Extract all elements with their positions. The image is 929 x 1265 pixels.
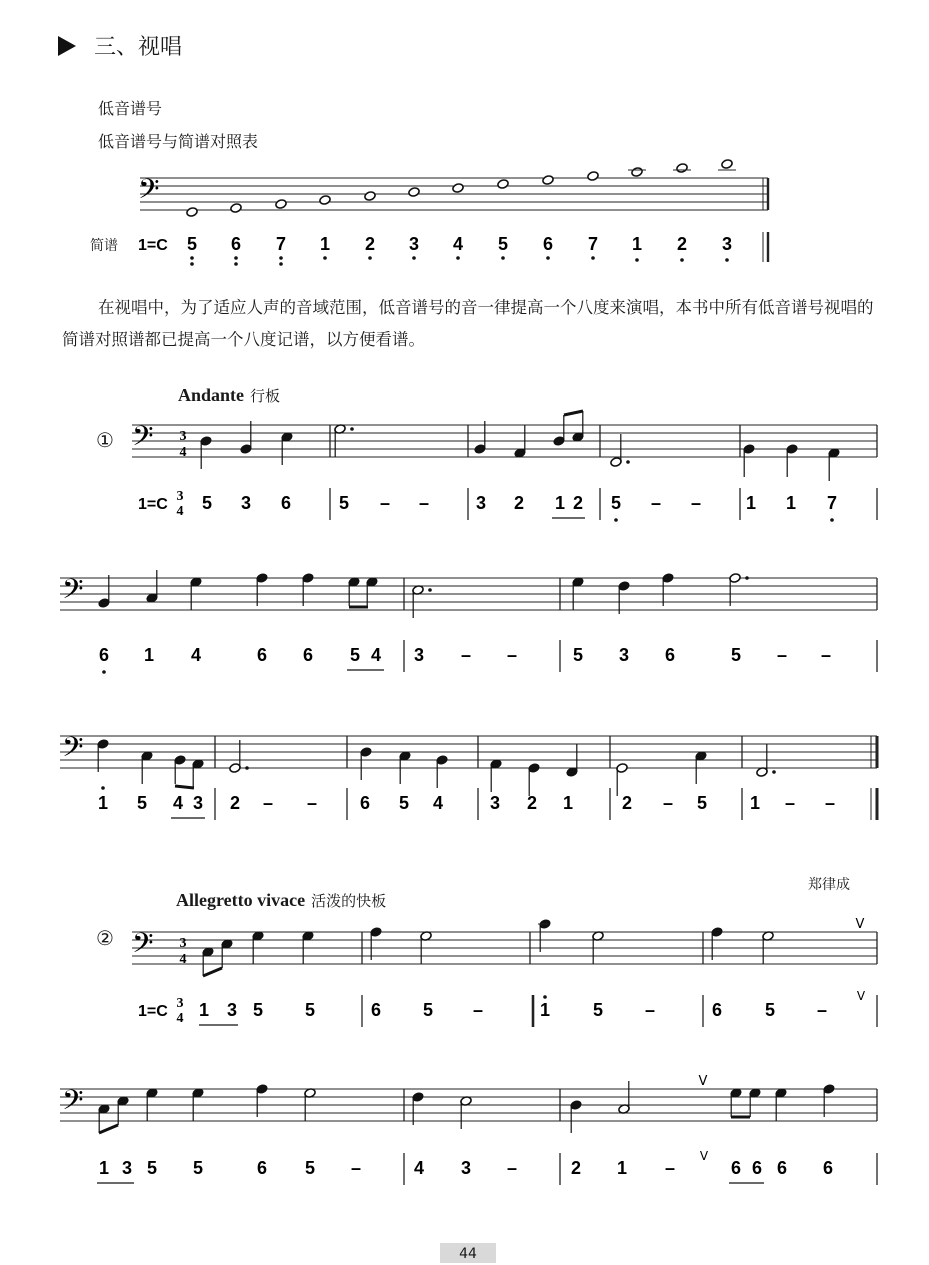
table-jianpu-number: 5 [186, 234, 198, 254]
time-signature-top: 3 [179, 936, 187, 952]
eighth-beam [99, 1125, 118, 1133]
octave-dot [279, 262, 283, 266]
ex1-jianpu-number: 3 [475, 493, 487, 513]
bass-clef-icon: 𝄢 [62, 1083, 84, 1123]
ex2-jianpu-number: 5 [422, 1000, 434, 1020]
bass-clef-icon: 𝄢 [138, 172, 160, 212]
ex2-jianpu-number: 1 [98, 1158, 110, 1178]
octave-dot [368, 256, 372, 260]
ex1-jianpu-number: 1 [745, 493, 757, 513]
octave-dot [102, 670, 106, 674]
ex1-tempo: Andante 行板 [178, 385, 281, 405]
ex1-jianpu-number: 3 [618, 645, 630, 665]
ex1-jianpu-number: 3 [489, 793, 501, 813]
ex1-jianpu-number: – [418, 493, 430, 513]
ex1-jianpu-number: 5 [572, 645, 584, 665]
ex1-jianpu-number: – [262, 793, 274, 813]
ex1-jianpu-number: – [306, 793, 318, 813]
ex2-jianpu-number: 6 [730, 1158, 742, 1178]
octave-dot [190, 256, 194, 260]
ex1-jianpu-number: 6 [280, 493, 292, 513]
ex2-jianpu-number: 5 [764, 1000, 776, 1020]
eighth-beam [564, 411, 583, 415]
ex1-jianpu-number: 3 [413, 645, 425, 665]
ex1-jianpu-number: 6 [664, 645, 676, 665]
ex2-jianpu-number: 6 [370, 1000, 382, 1020]
jianpu-time-top: 3 [176, 996, 184, 1011]
key-signature: 1=C [138, 1003, 168, 1020]
ex2-jianpu-number: 5 [304, 1158, 316, 1178]
ex2-jianpu-number: – [506, 1158, 518, 1178]
ex2-jianpu-number: 6 [776, 1158, 788, 1178]
explanation-paragraph: 在视唱中，为了适应人声的音域范围，低音谱号的音一律提高一个八度来演唱，本书中所有低音谱号视唱的简谱对照谱都已提高一个八度记谱，以方便看谱。 [62, 298, 874, 349]
breath-mark-icon: V [855, 917, 865, 932]
octave-dot [680, 258, 684, 262]
ex2-jianpu-number: 6 [822, 1158, 834, 1178]
bass-clef-icon: 𝄢 [62, 572, 84, 612]
ex1-jianpu-number: 2 [572, 493, 584, 513]
augmentation-dot [428, 588, 432, 592]
bass-clef-icon: 𝄢 [132, 419, 154, 459]
table-jianpu-number: 4 [452, 234, 464, 254]
whole-note [452, 183, 464, 194]
ex2-tempo: Allegretto vivace 活泼的快板 [176, 890, 387, 910]
eighth-beam [203, 968, 222, 976]
ex1-jianpu-number: 4 [432, 793, 444, 813]
ex2-composer: 郑律成 [808, 877, 850, 893]
octave-dot [543, 995, 547, 999]
jianpu-time-bottom: 4 [176, 504, 184, 519]
ex1-jianpu-number: 1 [97, 793, 109, 813]
ex2-jianpu-number: 5 [146, 1158, 158, 1178]
ex2-jianpu-number: 2 [570, 1158, 582, 1178]
ex1-number: ① [96, 428, 114, 452]
eighth-beam [175, 786, 194, 788]
table-jianpu-number: 7 [587, 234, 599, 254]
bass-clef-icon: 𝄢 [62, 730, 84, 770]
augmentation-dot [245, 766, 249, 770]
octave-dot [101, 786, 105, 790]
ex2-jianpu-number: – [350, 1158, 362, 1178]
ex2-jianpu-number: 3 [121, 1158, 133, 1178]
ex1-jianpu-number: 4 [190, 645, 202, 665]
octave-dot [830, 518, 834, 522]
whole-note [230, 203, 242, 214]
augmentation-dot [626, 460, 630, 464]
whole-note [631, 167, 643, 178]
table-jianpu-number: 6 [230, 234, 242, 254]
jianpu-label: 简谱 [90, 238, 118, 254]
ex1-jianpu-number: – [379, 493, 391, 513]
ex2-jianpu-number: – [472, 1000, 484, 1020]
ex1-jianpu-number: 2 [621, 793, 633, 813]
octave-dot [190, 262, 194, 266]
page-number: 44 [440, 1243, 496, 1263]
ex1-jianpu-number: – [784, 793, 796, 813]
octave-dot [635, 258, 639, 262]
ex1-jianpu-number: – [776, 645, 788, 665]
ex2-jianpu-number: – [664, 1158, 676, 1178]
whole-note [721, 159, 733, 170]
ex1-jianpu-number: – [650, 493, 662, 513]
ex1-jianpu-number: 6 [302, 645, 314, 665]
table-jianpu-number: 3 [721, 234, 733, 254]
bass-clef-icon: 𝄢 [132, 926, 154, 966]
whole-note [186, 207, 198, 218]
ex2-jianpu-number: 1 [198, 1000, 210, 1020]
octave-dot [614, 518, 618, 522]
whole-note [275, 199, 287, 210]
ex2-jianpu-number: 4 [413, 1158, 425, 1178]
breath-mark-icon: V [699, 1149, 709, 1163]
ex1-jianpu-number: 1 [562, 793, 574, 813]
section-title: 三、视唱 [58, 30, 182, 61]
ex1-jianpu-number: 5 [696, 793, 708, 813]
ex1-jianpu-number: 6 [98, 645, 110, 665]
ex2-jianpu-number: 3 [460, 1158, 472, 1178]
ex1-jianpu-number: 1 [554, 493, 566, 513]
ex1-jianpu-number: 4 [370, 645, 382, 665]
ex1-jianpu-number: – [662, 793, 674, 813]
ex2-jianpu-number: – [644, 1000, 656, 1020]
ex1-jianpu-number: 1 [749, 793, 761, 813]
ex1-jianpu-number: 3 [192, 793, 204, 813]
clef-title: 低音谱号 [98, 99, 163, 118]
ex1-jianpu-number: 6 [359, 793, 371, 813]
table-jianpu-number: 1 [631, 234, 643, 254]
ex1-jianpu-number: 5 [349, 645, 361, 665]
ex2-jianpu-number: 1 [539, 1000, 551, 1020]
table-title: 低音谱号与简谱对照表 [98, 132, 259, 151]
ex1-jianpu-number: 4 [172, 793, 184, 813]
table-jianpu-number: 5 [497, 234, 509, 254]
ex1-jianpu-number: 6 [256, 645, 268, 665]
ex2-jianpu-number: – [816, 1000, 828, 1020]
octave-dot [234, 262, 238, 266]
key-signature: 1=C [138, 496, 168, 513]
ex1-jianpu-number: 2 [526, 793, 538, 813]
time-signature-bottom: 4 [179, 952, 187, 968]
ex1-jianpu-number: 2 [229, 793, 241, 813]
ex1-jianpu-number: 1 [143, 645, 155, 665]
ex2-jianpu-number: 6 [751, 1158, 763, 1178]
ex2-jianpu-number: 5 [592, 1000, 604, 1020]
ex1-jianpu-number: – [820, 645, 832, 665]
table-jianpu-number: 2 [676, 234, 688, 254]
table-jianpu-number: 7 [275, 234, 287, 254]
ex2-jianpu-number: 5 [252, 1000, 264, 1020]
whole-note [364, 191, 376, 202]
ex1-jianpu-number: 5 [610, 493, 622, 513]
ex1-jianpu-number: 7 [826, 493, 838, 513]
ex2-jianpu-number: 6 [256, 1158, 268, 1178]
ex1-jianpu-number: 3 [240, 493, 252, 513]
augmentation-dot [745, 576, 749, 580]
ex1-jianpu-number: – [824, 793, 836, 813]
time-signature-top: 3 [179, 429, 187, 445]
ex2-jianpu-number: 5 [304, 1000, 316, 1020]
breath-mark-icon: V [698, 1074, 708, 1089]
ex1-jianpu-number: 5 [338, 493, 350, 513]
ex1-jianpu-number: – [690, 493, 702, 513]
table-jianpu-number: 2 [364, 234, 376, 254]
ex1-jianpu-number: 5 [730, 645, 742, 665]
table-jianpu-number: 1 [319, 234, 331, 254]
octave-dot [546, 256, 550, 260]
table-jianpu-number: 3 [408, 234, 420, 254]
ex1-jianpu-number: 5 [398, 793, 410, 813]
whole-note [676, 163, 688, 174]
ex2-jianpu-number: 1 [616, 1158, 628, 1178]
jianpu-time-top: 3 [176, 489, 184, 504]
augmentation-dot [350, 427, 354, 431]
octave-dot [725, 258, 729, 262]
time-signature-bottom: 4 [179, 445, 187, 461]
ex2-jianpu-number: 6 [711, 1000, 723, 1020]
augmentation-dot [772, 770, 776, 774]
table-key: 1=C [138, 237, 168, 254]
ex1-jianpu-number: 5 [136, 793, 148, 813]
ex1-jianpu-number: – [506, 645, 518, 665]
ex2-jianpu-number: 5 [192, 1158, 204, 1178]
breath-mark-icon: V [856, 989, 866, 1003]
whole-note [542, 175, 554, 186]
ex1-jianpu-number: 1 [785, 493, 797, 513]
jianpu-time-bottom: 4 [176, 1011, 184, 1026]
ex1-jianpu-number: 5 [201, 493, 213, 513]
whole-note [319, 195, 331, 206]
octave-dot [501, 256, 505, 260]
octave-dot [412, 256, 416, 260]
octave-dot [323, 256, 327, 260]
ex1-jianpu-number: – [460, 645, 472, 665]
whole-note [497, 179, 509, 190]
ex2-jianpu-number: 3 [226, 1000, 238, 1020]
octave-dot [234, 256, 238, 260]
table-jianpu-number: 6 [542, 234, 554, 254]
ex2-number: ② [96, 926, 114, 950]
octave-dot [279, 256, 283, 260]
whole-note [408, 187, 420, 198]
octave-dot [591, 256, 595, 260]
ex1-jianpu-number: 2 [513, 493, 525, 513]
octave-dot [456, 256, 460, 260]
whole-note [587, 171, 599, 182]
